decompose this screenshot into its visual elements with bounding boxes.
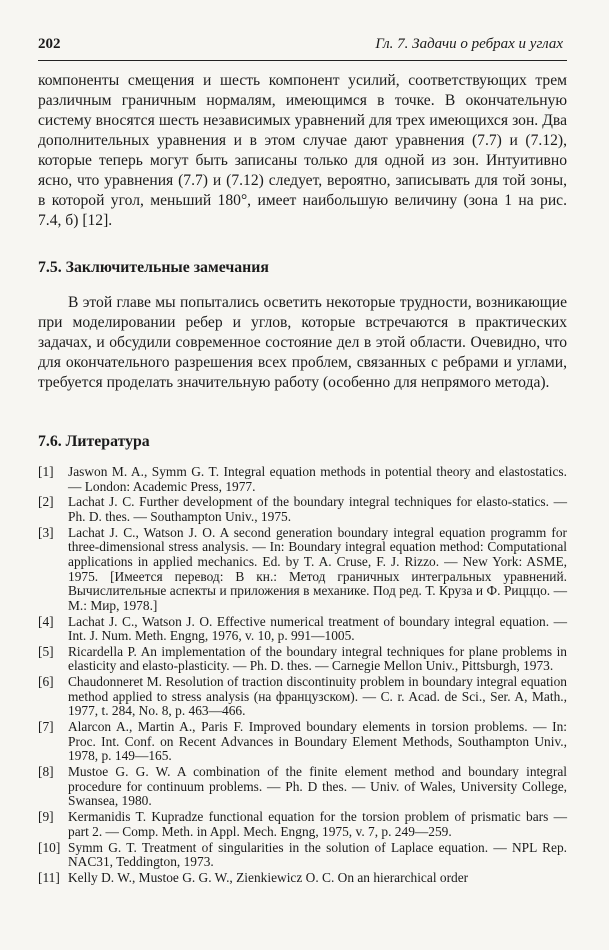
reference-item <box>38 465 567 494</box>
reference-number: [1] <box>38 464 54 479</box>
header-rule <box>38 60 567 61</box>
reference-number: [2] <box>38 494 54 510</box>
reference-text: Kermanidis T. Kupradze functional equation for the torsion problem of prismatic bars — part 2. — Comp. Meth. in Appl. Mech. Engng, 1975, v. 7, p. 249—259. <box>68 809 567 839</box>
reference-item <box>38 765 567 809</box>
reference-text: Kelly D. W., Mustoe G. G. W., Zienkiewicz O. C. On an hierarchical order <box>68 869 469 885</box>
reference-number: [6] <box>38 674 54 690</box>
reference-number: [11] <box>38 869 60 885</box>
reference-number: [8] <box>38 764 54 780</box>
reference-item <box>38 841 567 870</box>
reference-item <box>38 495 567 524</box>
reference-list <box>38 465 567 886</box>
section-title-literature: 7.6. Литература <box>38 433 150 450</box>
running-title: Гл. 7. Задачи о ребрах и углах <box>375 36 563 52</box>
reference-text: Mustoe G. G. W. A combination of the finite element method and boundary integral procedure for continuum problems. — Ph. D thes. — Univ. of Wales, University College, Swansea, 1980. <box>68 764 567 809</box>
reference-text: Symm G. T. Treatment of singularities in the solution of Laplace equation. — NPL Rep. NAC31, Teddington, 1973. <box>68 839 567 870</box>
reference-number: [9] <box>38 809 54 825</box>
reference-item <box>38 720 567 764</box>
reference-item <box>38 645 567 674</box>
reference-item <box>38 810 567 839</box>
reference-text: Lachat J. C., Watson J. O. Effective numerical treatment of boundary integral equation. — Int. J. Num. Meth. Engng, 1976, v. 10, p. 991—1005. <box>68 613 567 644</box>
reference-text: Alarcon A., Martin A., Paris F. Improved boundary elements in torsion problems. — In: Proc. Int. Conf. on Recent Advances in Boundary Element Methods, Southampton Univ., 1978, p. 149—165. <box>68 719 567 764</box>
reference-number: [5] <box>38 643 54 659</box>
reference-text: Ricardella P. An implementation of the boundary integral techniques for plane problems in elasticity and elasto-plasticity. — Ph. D. thes. — Carnegie Mellon Univ., Pittsburgh, 1973. <box>68 643 567 674</box>
reference-number: [10] <box>38 839 61 855</box>
conclusion-paragraph: В этой главе мы попытались осветить некоторые трудности, возникающие при моделировании ребер и углов, которые встречаются в практических задачах, и обсудили современное состояние дел в этой области. Очевидно, что для окончательного разрешения всех проблем, связанных с ребрами и углами, требуется проделать значительную работу (особенно для непрямого метода). <box>38 294 567 391</box>
page-header <box>38 36 567 58</box>
reference-text: Jaswon M. A., Symm G. T. Integral equation methods in potential theory and elastostatics. — London: Academic Press, 1977. <box>68 464 567 494</box>
reference-text: Lachat J. C. Further development of the boundary integral techniques for elasto-statics. — Ph. D. thes. — Southampton Univ., 1975. <box>68 494 567 524</box>
reference-number: [3] <box>38 524 54 540</box>
reference-number: [7] <box>38 719 54 735</box>
reference-number: [4] <box>38 613 54 629</box>
reference-text: Lachat J. C., Watson J. O. A second generation boundary integral equation programm for three-dimensional stress analysis. — In: Boundary integral equation method: Computational applications in applied mechanics. Ed. by T. A. Cruse, F. J. Rizzo. — New York: ASME, 1975. [Имеется перевод: В кн.: Метод граничных интегральных уравнений. Вычислительные аспекты и приложения в механике. Под ред. Т. Круза и Ф. Рицццо. — М.: Мир, 1978.] <box>68 524 567 613</box>
intro-paragraph: компоненты смещения и шесть компонент усилий, соответствующих трем различным граничным нормалям, имеющимся в точке. В окончательную систему вносятся шесть независимых уравнений для трех имеющихся зон. Два дополнительных уравнения и в этом случае дают уравнения (7.7) и (7.12), которые теперь могут быть записаны только для одной из зон. Интуитивно ясно, что уравнения (7.7) и (7.12) следует, вероятно, записывать для той зоны, в которой угол, меньший 180°, имеет наибольшую величину (зона 1 на рис. 7.4, б) [12]. <box>38 72 567 229</box>
reference-text: Chaudonneret M. Resolution of traction discontinuity problem in boundary integral equation method applied to stress analysis (на французском). — C. r. Acad. de Sci., Ser. A, Math., 1977, t. 284, No. 8, p. 463—466. <box>68 674 567 719</box>
section-title-conclusion: 7.5. Заключительные замечания <box>38 259 269 276</box>
reference-item <box>38 526 567 614</box>
reference-item <box>38 871 567 886</box>
reference-item <box>38 675 567 719</box>
page-number: 202 <box>38 36 61 52</box>
reference-item <box>38 615 567 644</box>
